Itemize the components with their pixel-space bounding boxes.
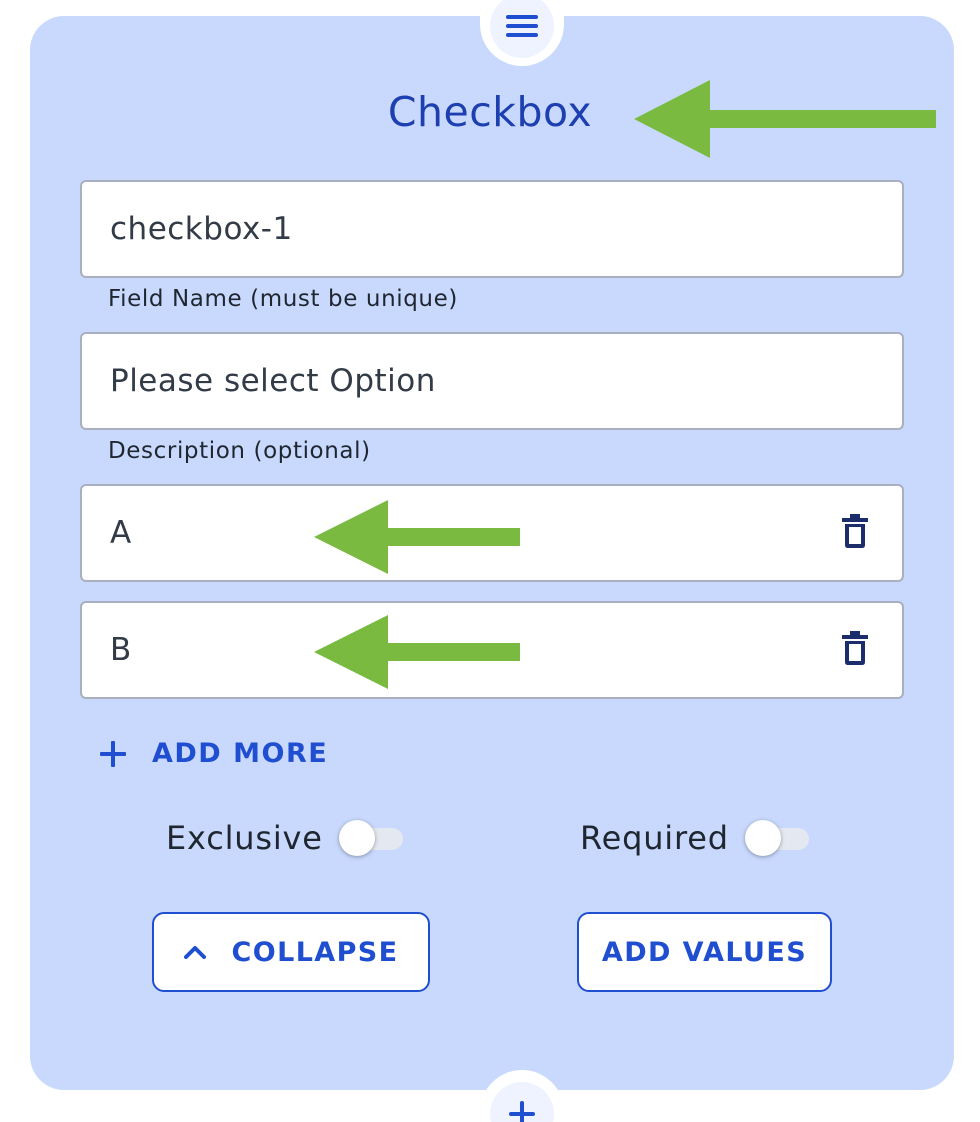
toggle-thumb [339,820,375,856]
add-more-label: ADD MORE [152,738,329,769]
card-title: Checkbox [387,88,593,136]
collapse-button[interactable] [152,912,430,992]
drag-handle[interactable] [480,0,564,66]
required-toggle-row [580,818,811,858]
trash-icon [842,631,868,665]
required-toggle[interactable] [745,818,811,858]
add-values-button[interactable] [577,912,832,992]
option-value: B [110,632,132,668]
add-field-button[interactable] [480,1070,564,1122]
annotation-arrow [314,615,522,689]
toggle-thumb [745,820,781,856]
plus-icon [508,1100,536,1122]
option-value: A [110,515,132,551]
description-value: Please select Option [110,363,436,399]
collapse-label: COLLAPSE [231,936,399,968]
delete-option-button[interactable] [842,514,868,552]
description-helper: Description (optional) [108,438,371,464]
exclusive-label: Exclusive [166,819,323,857]
exclusive-toggle[interactable] [339,818,405,858]
exclusive-toggle-row [166,818,405,858]
plus-icon [98,739,128,769]
annotation-arrow [314,500,522,574]
field-name-input[interactable] [80,180,904,278]
annotation-arrow [634,80,938,158]
chevron-up-icon [184,945,206,959]
add-values-label: ADD VALUES [601,936,808,968]
trash-icon [842,514,868,548]
field-name-value: checkbox-1 [110,211,293,247]
menu-icon [505,13,539,39]
field-name-helper: Field Name (must be unique) [108,286,458,312]
required-label: Required [580,819,729,857]
add-more-button[interactable] [98,738,328,769]
description-input[interactable] [80,332,904,430]
delete-option-button[interactable] [842,631,868,669]
